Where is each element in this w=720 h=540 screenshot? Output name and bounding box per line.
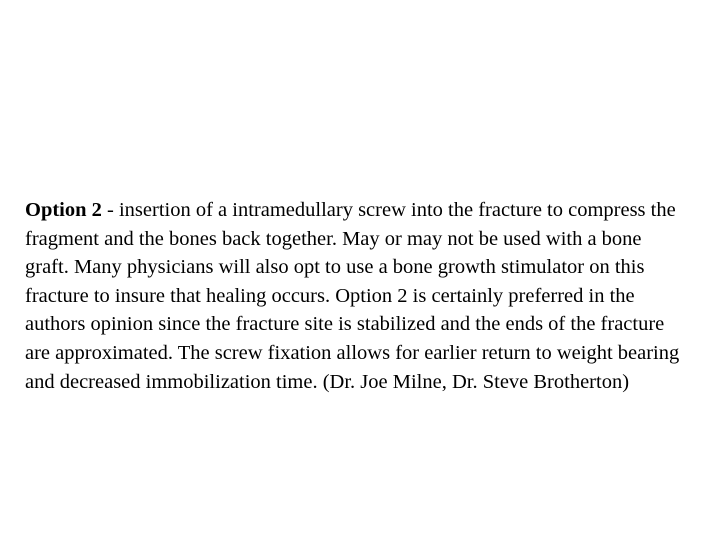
option-2-paragraph — [25, 196, 685, 396]
option-heading: Option 2 — [25, 199, 102, 221]
option-description: - insertion of a intramedullary screw into the fracture to compress the fragment and the bones back together. May or may not be used with a bone graft. Many physicians will also opt to use a bone growth stimulator on this fracture to insure that healing occurs. Option 2 is certainly preferred in the authors opinion since the fracture site is stabilized and the ends of the fracture are approximated. The screw fixation allows for earlier return to weight bearing and decreased immobilization time. (Dr. Joe Milne, Dr. Steve Brotherton) — [25, 199, 680, 393]
